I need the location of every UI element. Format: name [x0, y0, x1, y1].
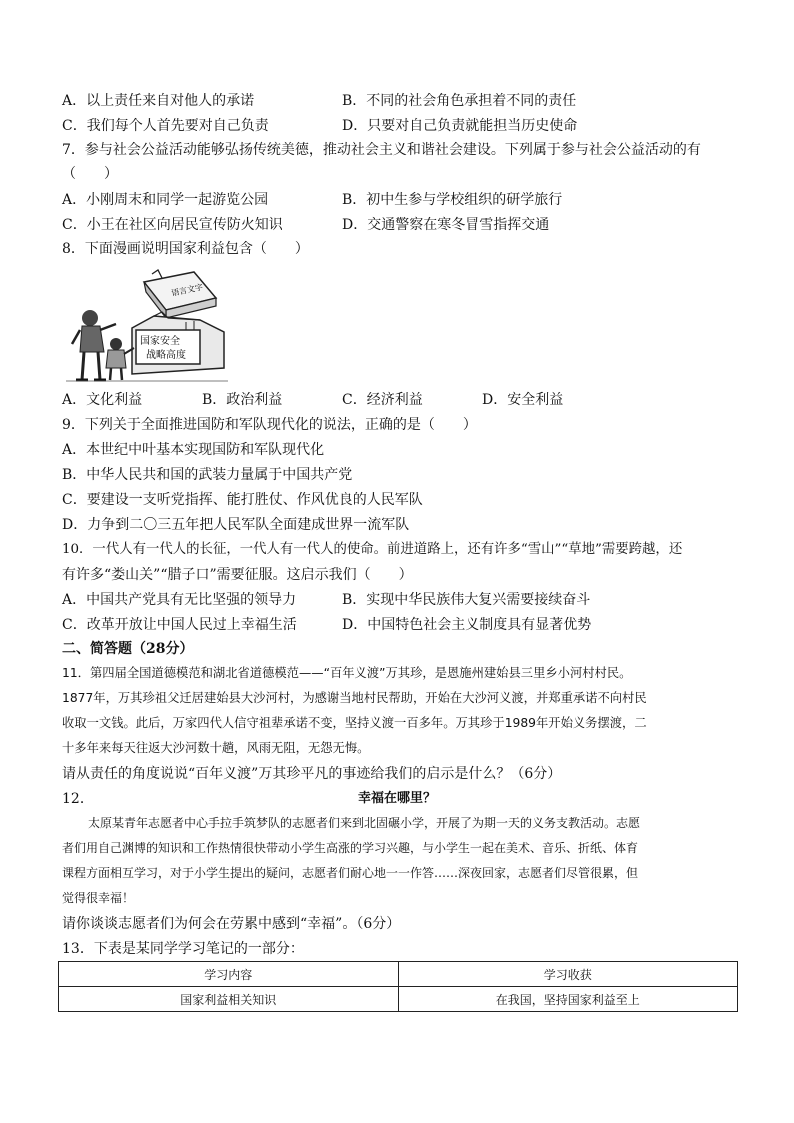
q12-material-line1: 太原某青年志愿者中心手拉手筑梦队的志愿者们来到北固碾小学，开展了为期一天的义务支教活动。志愿 — [88, 816, 641, 830]
q7-stem: 7．参与社会公益活动能够弘扬传统美德，推动社会主义和谐社会建设。下列属于参与社会公益活动的有 — [62, 142, 701, 158]
q8-option-a[interactable]: A．文化利益 — [62, 392, 143, 408]
q6-options-row1 — [62, 92, 742, 110]
q7-option-c[interactable]: C．小王在社区向居民宣传防火知识 — [62, 217, 283, 233]
q13-stem: 13．下表是某同学学习笔记的一部分： — [62, 941, 304, 957]
q7-option-b[interactable]: B．初中生参与学校组织的研学旅行 — [342, 192, 563, 208]
q6-option-a[interactable]: A．以上责任来自对他人的承诺 — [62, 93, 255, 109]
q10-stem-line2: 有许多“娄山关”“腊子口”需要征服。这启示我们（ ） — [62, 567, 413, 583]
q12-question: 请你谈谈志愿者们为何会在劳累中感到“幸福”。（6分） — [62, 916, 401, 932]
q10-option-b[interactable]: B．实现中华民族伟大复兴需要接续奋斗 — [342, 592, 591, 608]
q6-option-d[interactable]: D．只要对自己负责就能担当历史使命 — [342, 118, 578, 134]
q7-answer-blank: （ ） — [62, 166, 118, 182]
q12-material-line2: 者们用自己渊博的知识和工作热情很快带动小学生高涨的学习兴趣，与小学生一起在美术、音乐、折纸、体育 — [62, 841, 639, 855]
q11-material-line4: 十多年来每天往返大沙河数十趟，风雨无阻，无怨无悔。 — [62, 741, 370, 755]
q10-options-row1 — [62, 591, 742, 609]
q11-question: 请从责任的角度说说“百年义渡”万其珍平凡的事迹给我们的启示是什么？（6分） — [62, 766, 562, 782]
sign-text-line1: 国家安全 — [140, 336, 180, 347]
q9-option-a[interactable]: A．本世纪中叶基本实现国防和军队现代化 — [62, 442, 325, 458]
q12-material-line3: 课程方面相互学习，对于小学生提出的疑问，志愿者们耐心地一一作答……深夜回家，志愿者们尽管很累，但 — [62, 866, 639, 880]
child-figure-illustration — [106, 338, 134, 380]
adult-figure-illustration — [72, 310, 116, 380]
q8-stem: 8．下面漫画说明国家利益包含（ ） — [62, 241, 309, 257]
table-header-cell: 学习内容 — [59, 962, 399, 987]
book-label: 语言文字 — [170, 282, 204, 298]
cartoon-image — [66, 268, 228, 384]
q6-option-c[interactable]: C．我们每个人首先要对自己负责 — [62, 118, 269, 134]
q10-option-c[interactable]: C．改革开放让中国人民过上幸福生活 — [62, 617, 297, 633]
q9-option-c[interactable]: C．要建设一支听党指挥、能打胜仗、作风优良的人民军队 — [62, 492, 423, 508]
q7-option-d[interactable]: D．交通警察在寒冬冒雪指挥交通 — [342, 217, 550, 233]
sign-text-line2: 战略高度 — [146, 350, 186, 361]
q7-option-a[interactable]: A．小刚周末和同学一起游览公园 — [62, 192, 269, 208]
q6-options-row2 — [62, 117, 742, 135]
q7-options-row2 — [62, 216, 742, 234]
q10-option-d[interactable]: D．中国特色社会主义制度具有显著优势 — [342, 617, 592, 633]
table-cell: 在我国，坚持国家利益至上 — [398, 987, 738, 1012]
table-header-row — [59, 962, 738, 987]
section-title: 二、简答题（28分） — [62, 641, 194, 657]
q8-option-d[interactable]: D．安全利益 — [482, 392, 564, 408]
q11-material-line2: 1877年，万其珍祖父迁居建始县大沙河村，为感谢当地村民帮助，开始在大沙河义渡，并郑重承诺不向村民 — [62, 691, 647, 705]
q10-options-row2 — [62, 616, 742, 634]
q8-option-b[interactable]: B．政治利益 — [202, 392, 283, 408]
q11-material-line1: 11．第四届全国道德模范和湖北省道德模范——“百年义渡”万其珍，是恩施州建始县三里乡小河村村民。 — [62, 666, 632, 680]
q9-option-b[interactable]: B．中华人民共和国的武装力量属于中国共产党 — [62, 467, 353, 483]
table-row — [59, 987, 738, 1012]
study-notes-table — [58, 961, 738, 1012]
q10-option-a[interactable]: A．中国共产党具有无比坚强的领导力 — [62, 592, 297, 608]
q9-stem: 9．下列关于全面推进国防和军队现代化的说法，正确的是（ ） — [62, 417, 477, 433]
q11-material-line3: 收取一文钱。此后，万家四代人信守祖辈承诺不变，坚持义渡一百多年。万其珍于1989年开始义务摆渡，二 — [62, 716, 647, 730]
q6-option-b[interactable]: B．不同的社会角色承担着不同的责任 — [342, 93, 577, 109]
q10-stem-line1: 10．一代人有一代人的长征，一代人有一代人的使命。前进道路上，还有许多“雪山”“草地”需要跨越，还 — [62, 542, 683, 557]
q12-material-line4: 觉得很幸福！ — [62, 891, 135, 905]
q12-number: 12． — [62, 791, 94, 807]
q9-option-d[interactable]: D．力争到二〇三五年把人民军队全面建成世界一流军队 — [62, 517, 410, 533]
q8-option-c[interactable]: C．经济利益 — [342, 392, 423, 408]
table-header-cell: 学习收获 — [398, 962, 738, 987]
q12-title: 幸福在哪里？ — [357, 791, 436, 806]
q7-options-row1 — [62, 191, 742, 209]
book-illustration — [144, 270, 216, 318]
table-cell: 国家利益相关知识 — [59, 987, 399, 1012]
